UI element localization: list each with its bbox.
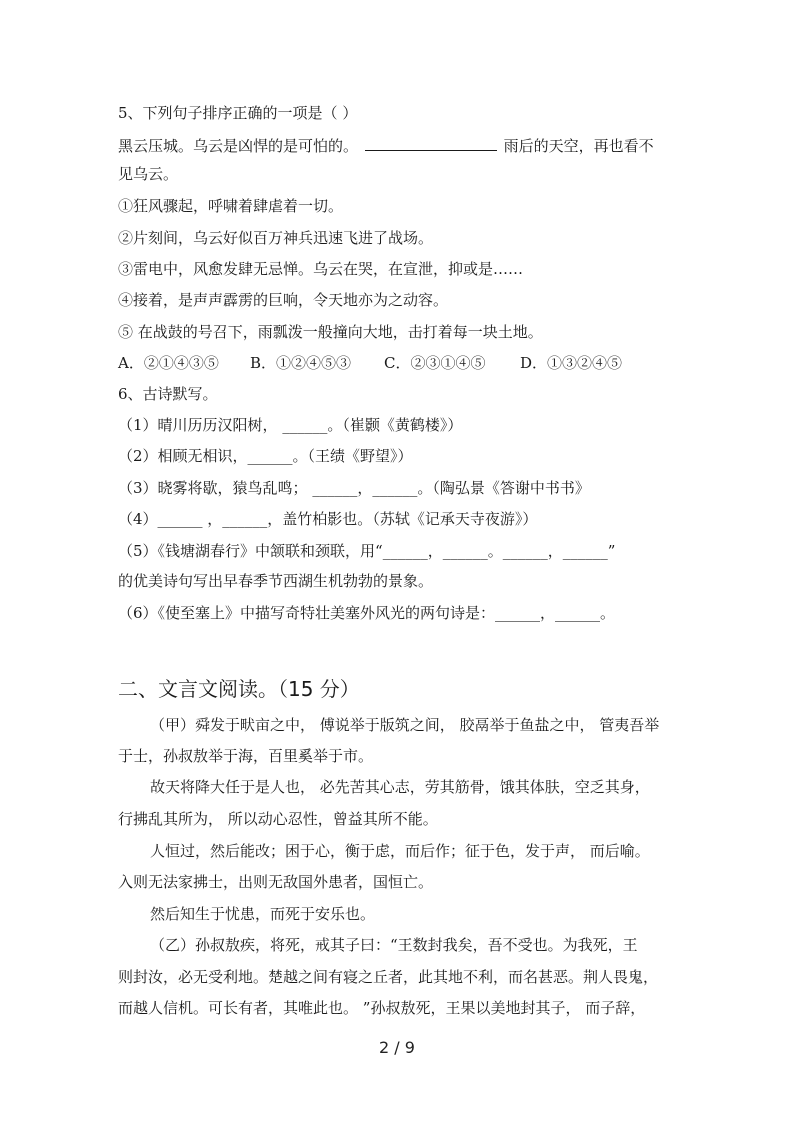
passage-line: 则封汝，必无受利地。楚越之间有寝之丘者，此其地不利，而名甚恶。荆人畏鬼， [118,968,659,986]
section2-heading: 二、文言文阅读。（15 分） [118,677,360,701]
q5-item: ⑤ 在战鼓的号召下，雨瓢泼一般撞向大地，击打着每一块土地。 [118,323,543,341]
passage-line: 人恒过，然后能改；困于心，衡于虑，而后作；征于色，发于声， 而后喻。 [150,842,650,860]
passage-line: 故天将降大任于是人也， 必先苦其心志，劳其筋骨，饿其体肤，空乏其身， [150,778,650,796]
passage-line: （乙）孙叔敖疾，将死，戒其子曰：“王数封我矣，吾不受也。为我死，王 [150,936,638,954]
q6-line: （3）晓雾将歇，猿鸟乱鸣； ______，______。（陶弘景《答谢中书书》 [118,479,590,497]
q5-item: ①狂风骤起，呼啸着肆虐着一切。 [118,197,344,215]
q6-line: 的优美诗句写出早春季节西湖生机勃勃的景象。 [118,572,434,590]
q6-line: （4）______ ，______，盖竹柏影也。（苏轼《记承天寺夜游》） [118,510,538,528]
q5-options [118,353,622,373]
passage-line: 然后知生于忧患，而死于安乐也。 [150,905,376,923]
passage-line: 行拂乱其所为， 所以动心忍性，曾益其所不能。 [118,810,438,828]
q6-title: 6、古诗默写。 [118,385,218,403]
q5-stem-before: 黑云压城。乌云是凶悍的是可怕的。 [118,137,359,155]
q5-option-a[interactable]: A．②①④③⑤ [118,354,219,372]
q6-line: （1）晴川历历汉阳树， ______。（崔颢《黄鹤楼》） [118,416,463,434]
q5-option-d[interactable]: D．①③②④⑤ [520,354,623,372]
page-number: 2 / 9 [379,1038,415,1057]
passage-line: 于士，孙叔敖举于海，百里奚举于市。 [118,747,374,765]
passage-line: 入则无法家拂士，出则无敌国外患者，国恒亡。 [118,873,434,891]
q5-title: 5、下列句子排序正确的一项是（ ） [118,104,358,122]
q5-item: ③雷电中，风愈发肆无忌惮。乌云在哭，在宣泄，抑或是…… [118,260,524,278]
q5-item: ④接着，是声声霹雳的巨响，令天地亦为之动容。 [118,291,449,309]
q5-option-b[interactable]: B．①②④⑤③ [250,354,352,372]
q6-line: （2）相顾无相识，______。（王绩《野望》） [118,447,413,465]
q5-stem-cont: 见乌云。 [118,165,179,183]
q6-line: （6）《使至塞上》中描写奇特壮美塞外风光的两句诗是：______，______。 [118,604,616,622]
q5-stem [118,136,654,156]
q5-stem-after: 雨后的天空，再也看不 [503,137,654,155]
q5-option-c[interactable]: C．②③①④⑤ [384,354,486,372]
passage-line: 而越人信机。可长有者，其唯此也。 ”孙叔敖死，王果以美地封其子， 而子辞， [118,999,646,1017]
passage-line: （甲）舜发于畎亩之中， 傅说举于版筑之间， 胶鬲举于鱼盐之中， 管夷吾举 [150,716,660,734]
q6-line: （5）《钱塘湖春行》中颔联和颈联，用“______，______。______，______” [118,542,616,560]
q5-item: ②片刻间，乌云好似百万神兵迅速飞进了战场。 [118,229,434,247]
q5-answer-blank[interactable] [365,136,497,151]
